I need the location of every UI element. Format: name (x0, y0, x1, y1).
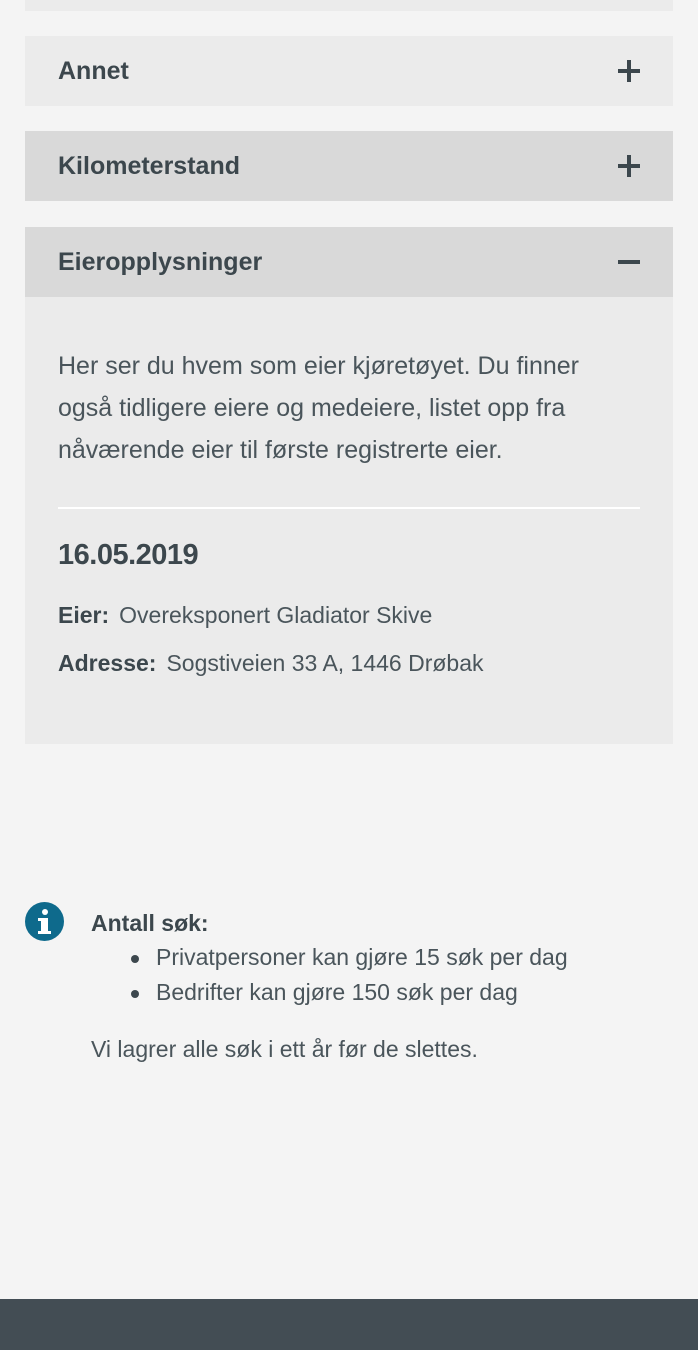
accordion-label-eieropplysninger: Eieropplysninger (58, 247, 263, 276)
info-note: Vi lagrer alle søk i ett år før de slettes. (91, 1036, 478, 1062)
plus-icon[interactable] (618, 155, 640, 177)
minus-icon[interactable] (618, 251, 640, 273)
owner-date: 16.05.2019 (58, 539, 199, 571)
owner-value: Overeksponert Gladiator Skive (119, 602, 433, 628)
info-icon (25, 902, 64, 941)
accordion-header-eieropplysninger[interactable] (25, 227, 673, 297)
owner-intro-text: Her ser du hvem som eier kjøretøyet. Du finner også tidligere eiere og medeiere, listet opp fra nåværende eier til første registrerte eier. (58, 352, 579, 464)
list-item: Bedrifter kan gjøre 150 søk per dag (91, 975, 568, 1010)
address-row (58, 650, 484, 677)
accordion-header-kilometerstand[interactable] (25, 131, 673, 201)
info-list (91, 940, 568, 1010)
footer (0, 1299, 698, 1350)
info-title: Antall søk: (91, 910, 209, 936)
owner-label: Eier: (58, 602, 110, 628)
plus-icon[interactable] (618, 60, 640, 82)
divider (58, 507, 640, 509)
previous-accordion-panel-edge (25, 0, 673, 11)
accordion-label-kilometerstand: Kilometerstand (58, 151, 240, 180)
accordion-label-annet: Annet (58, 56, 129, 85)
owner-row (58, 602, 432, 629)
accordion-body-eieropplysninger (25, 297, 673, 744)
accordion-header-annet[interactable] (25, 36, 673, 106)
address-value: Sogstiveien 33 A, 1446 Drøbak (166, 650, 484, 676)
address-label: Adresse: (58, 650, 157, 676)
list-item: Privatpersoner kan gjøre 15 søk per dag (91, 940, 568, 975)
